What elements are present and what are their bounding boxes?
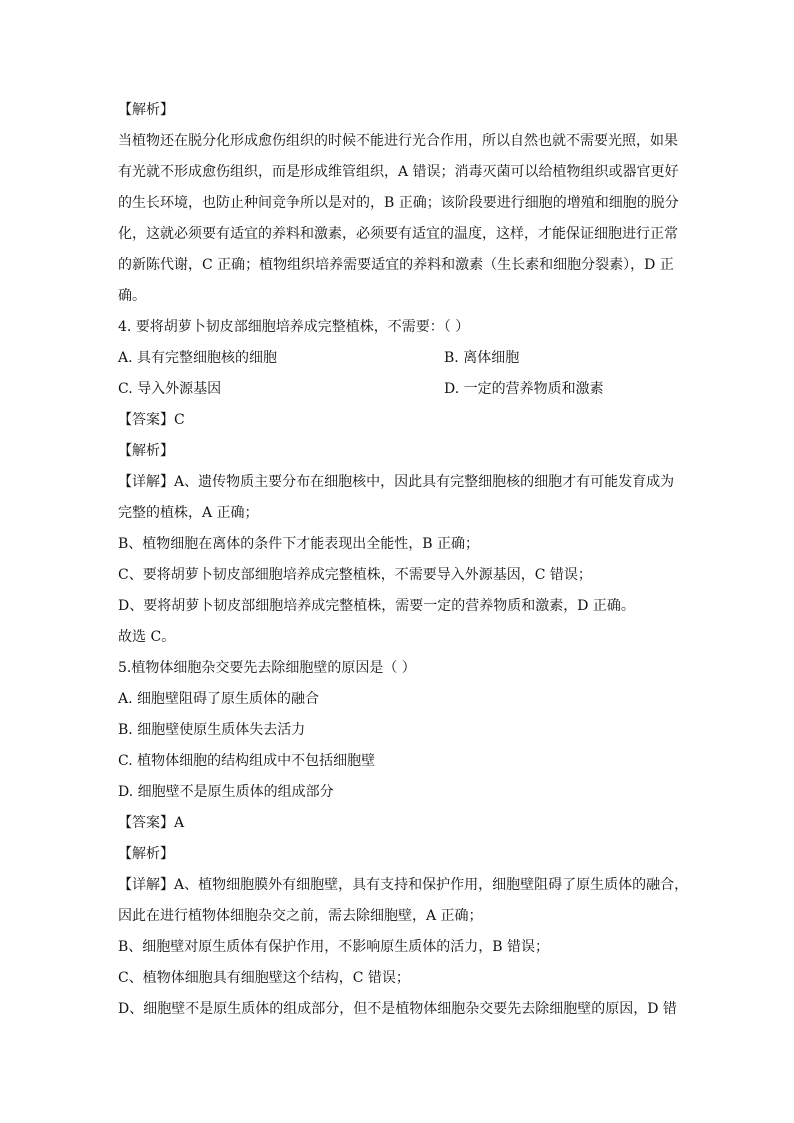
q5-option-b: B. 细胞壁使原生质体失去活力 — [118, 722, 306, 738]
q5-detail-line: B、细胞壁对原生质体有保护作用，不影响原生质体的活力，B 错误； — [118, 939, 550, 955]
q3-analysis-line: 的生长环境，也防止种间竞争所以是对的，B 正确；该阶段要进行细胞的增殖和细胞的脱分 — [118, 195, 679, 211]
q5-detail-line: 【详解】A、植物细胞膜外有细胞壁，具有支持和保护作用，细胞壁阻碍了原生质体的融合， — [118, 877, 689, 893]
q4-stem: 4. 要将胡萝卜韧皮部细胞培养成完整植株，不需要：（ ） — [118, 319, 470, 335]
q3-analysis-line: 确。 — [118, 288, 146, 304]
q4-detail-line: B、植物细胞在离体的条件下才能表现出全能性，B 正确； — [118, 536, 480, 552]
q5-detail-line: D、细胞壁不是原生质体的组成部分，但不是植物体细胞杂交要先去除细胞壁的原因，D 错 — [118, 1001, 677, 1017]
q4-analysis-heading: 【解析】 — [118, 443, 174, 459]
q4-detail-line: 【详解】A、遗传物质主要分布在细胞核中，因此具有完整细胞核的细胞才有可能发育成为 — [118, 474, 675, 490]
q4-options-row — [118, 374, 678, 405]
q3-analysis-line: 化，这就必须要有适宜的养料和激素，必须要有适宜的温度，这样，才能保证细胞进行正常 — [118, 226, 678, 242]
q4-detail-line: 故选 C。 — [118, 629, 176, 645]
q3-analysis-line: 有光就不形成愈伤组织，而是形成维管组织，A 错误；消毒灭菌可以给植物组织或器官更好 — [118, 164, 679, 180]
q5-detail-line: 因此在进行植物体细胞杂交之前，需去除细胞壁，A 正确； — [118, 908, 483, 924]
q4-answer: 【答案】C — [118, 412, 185, 428]
q4-option-a: A. 具有完整细胞核的细胞 — [118, 350, 278, 366]
q3-analysis-heading: 【解析】 — [118, 102, 174, 118]
q5-option-d: D. 细胞壁不是原生质体的组成部分 — [118, 784, 334, 800]
q4-option-c: C. 导入外源基因 — [118, 381, 222, 397]
q4-options-row — [118, 343, 678, 374]
q4-option-d: D. 一定的营养物质和激素 — [444, 381, 604, 397]
q5-detail-line: C、植物体细胞具有细胞壁这个结构，C 错误； — [118, 970, 410, 986]
q4-option-b: B. 离体细胞 — [444, 350, 520, 366]
q5-answer: 【答案】A — [118, 815, 185, 831]
q4-detail-line: C、要将胡萝卜韧皮部细胞培养成完整植株，不需要导入外源基因，C 错误； — [118, 567, 592, 583]
document-page — [118, 95, 689, 1025]
q5-option-c: C. 植物体细胞的结构组成中不包括细胞壁 — [118, 753, 376, 769]
q5-stem: 5.植物体细胞杂交要先去除细胞壁的原因是（ ） — [118, 660, 416, 676]
q4-detail-line: 完整的植株，A 正确； — [118, 505, 259, 521]
q3-analysis-line: 的新陈代谢，C 正确；植物组织培养需要适宜的养料和激素（生长素和细胞分裂素），D 正 — [118, 257, 674, 273]
q5-analysis-heading: 【解析】 — [118, 846, 174, 862]
q4-detail-line: D、要将胡萝卜韧皮部细胞培养成完整植株，需要一定的营养物质和激素，D 正确。 — [118, 598, 635, 614]
q5-option-a: A. 细胞壁阻碍了原生质体的融合 — [118, 691, 320, 707]
q3-analysis-line: 当植物还在脱分化形成愈伤组织的时候不能进行光合作用，所以自然也就不需要光照，如果 — [118, 133, 678, 149]
